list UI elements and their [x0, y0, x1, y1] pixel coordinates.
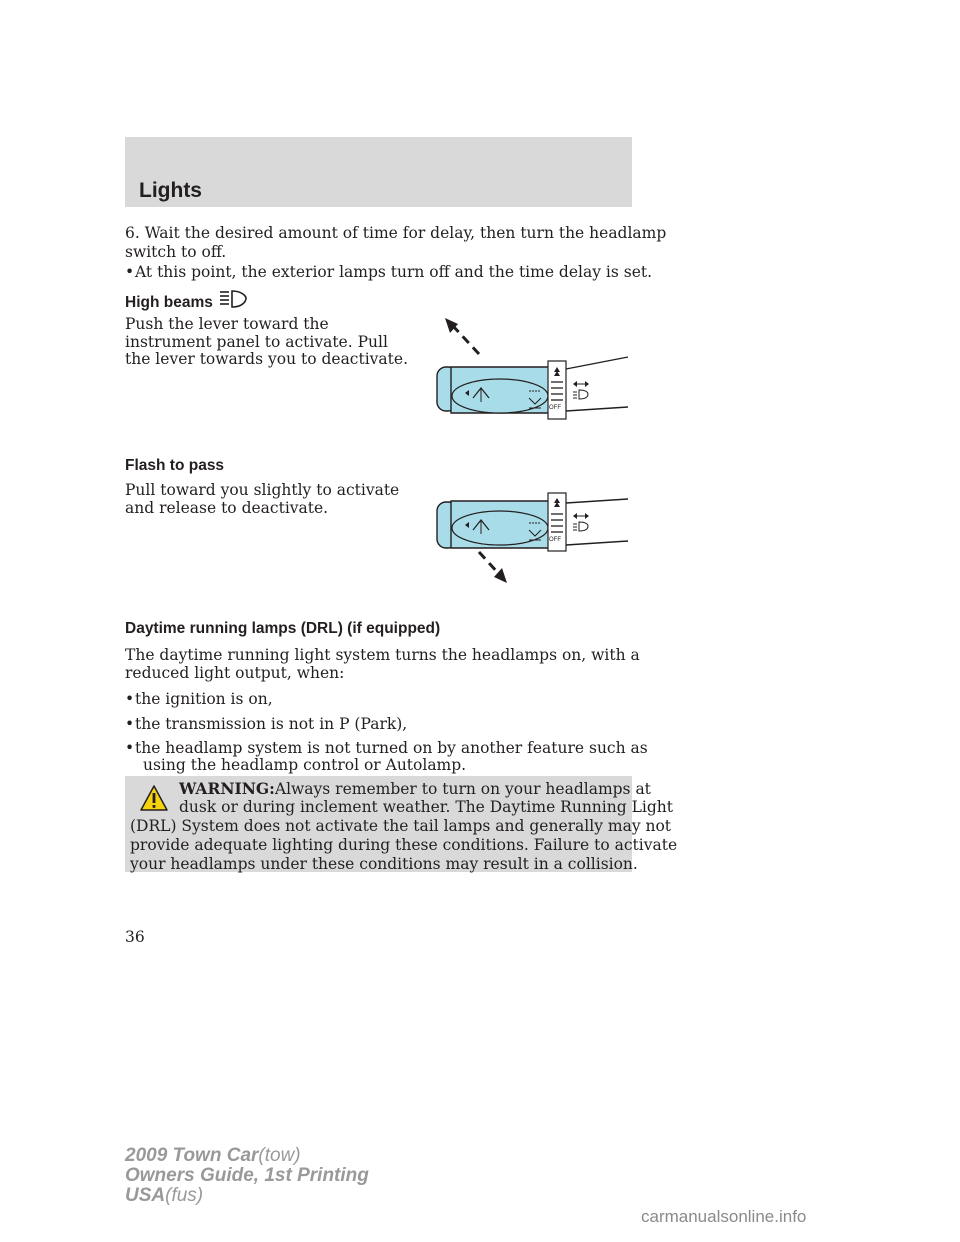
flash-to-pass-line2: and release to deactivate. [125, 499, 329, 517]
high-beams-line2: instrument panel to activate. Pull [125, 333, 388, 351]
lever-push-figure [425, 318, 630, 430]
footer-model: 2009 Town Car [125, 1145, 259, 1166]
drl-bullet [125, 690, 273, 709]
bullet-dot: • [125, 690, 135, 708]
bullet-dot: • [125, 263, 135, 281]
off-label: OFF [549, 405, 561, 411]
drl-bullet [125, 715, 407, 734]
drl-bullet-text: the headlamp system is not turned on by another feature such as [135, 739, 648, 757]
high-beams-line3: the lever towards you to deactivate. [125, 350, 409, 368]
warning-line: provide adequate lighting during these conditions. Failure to activate [130, 836, 678, 854]
high-beams-line1: Push the lever toward the [125, 315, 329, 333]
bullet-dot: • [125, 739, 135, 757]
page-number: 36 [125, 928, 145, 946]
drl-bullet-text: the transmission is not in P (Park), [135, 715, 408, 733]
drl-heading: Daytime running lamps (DRL) (if equipped) [125, 620, 441, 637]
warning-triangle-icon [140, 785, 168, 811]
footer-market-code: (fus) [165, 1185, 204, 1206]
warning-box [125, 776, 678, 873]
warning-label: WARNING: [179, 779, 275, 798]
step6-bullet [125, 263, 652, 282]
off-label: OFF [549, 537, 561, 543]
drl-bullet-continuation: using the headlamp control or Autolamp. [143, 756, 467, 774]
warning-line: dusk or during inclement weather. The Daytime Running Light [179, 798, 673, 816]
section-title: Lights [139, 179, 202, 202]
lever-pull-figure [425, 488, 630, 588]
flash-to-pass-line1: Pull toward you slightly to activate [125, 481, 400, 499]
step6-line1: 6. Wait the desired amount of time for delay, then turn the headlamp [125, 224, 667, 242]
flash-to-pass-heading: Flash to pass [125, 457, 225, 474]
warning-first-line [179, 779, 651, 799]
push-arrow-shaft [453, 326, 479, 354]
step6-line2: switch to off. [125, 243, 227, 261]
pull-arrow-head [494, 568, 507, 583]
section-header [125, 137, 632, 207]
footer-line1 [125, 1146, 369, 1166]
step6-bullet-text: At this point, the exterior lamps turn off and the time delay is set. [135, 263, 653, 281]
footer [125, 1146, 369, 1206]
drl-bullet-text: the ignition is on, [135, 690, 273, 708]
watermark: carmanualsonline.info [641, 1207, 807, 1226]
high-beam-icon [219, 289, 249, 311]
high-beams-heading [125, 289, 249, 312]
bullet-dot: • [125, 715, 135, 733]
footer-model-code: (tow) [258, 1145, 301, 1166]
pull-arrow-shaft [479, 552, 499, 574]
footer-market: USA [125, 1185, 166, 1206]
warning-line: (DRL) System does not activate the tail lamps and generally may not [130, 817, 672, 835]
warning-first-text: Always remember to turn on your headlamps at [274, 780, 651, 798]
drl-intro-line1: The daytime running light system turns the headlamps on, with a [125, 646, 640, 664]
high-beams-heading-text: High beams [125, 294, 213, 311]
footer-line3 [125, 1186, 369, 1206]
warning-line: your headlamps under these conditions may result in a collision. [130, 855, 638, 873]
drl-intro-line2: reduced light output, when: [125, 664, 345, 682]
footer-line2: Owners Guide, 1st Printing [125, 1165, 369, 1186]
